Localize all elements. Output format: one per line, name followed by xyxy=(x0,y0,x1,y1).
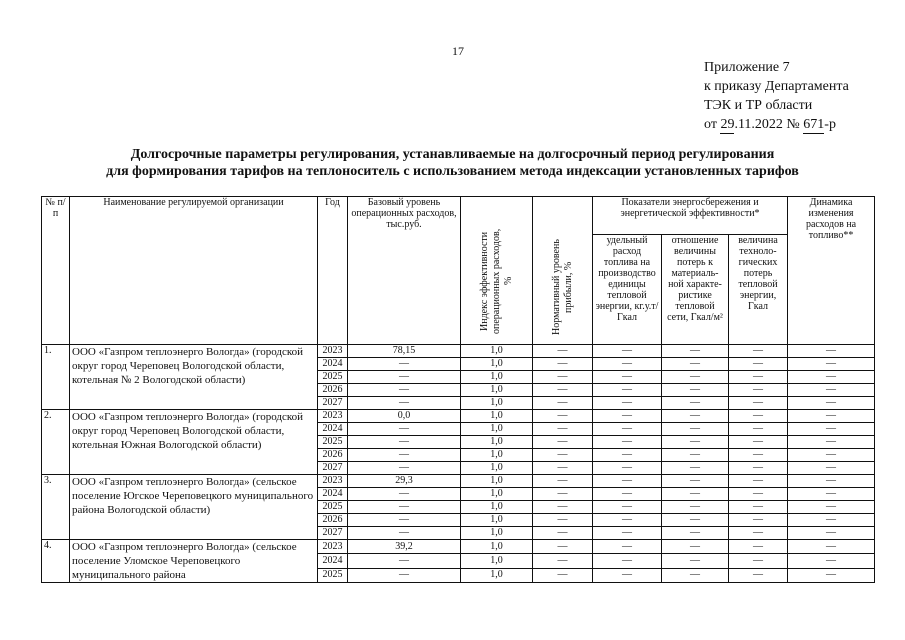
cell-loss-ratio: — xyxy=(662,488,729,501)
cell-organization: ООО «Газпром теплоэнерго Вологда» (сельское поселение Югское Череповецкого муниципального района Вологодской области) xyxy=(70,475,318,540)
cell-year: 2026 xyxy=(318,514,348,527)
order-prefix: от xyxy=(704,117,717,132)
header-efficiency-index-text: Индекс эффективности операционных расходов, % xyxy=(478,228,514,334)
cell-organization: ООО «Газпром теплоэнерго Вологда» (сельское поселение Уломское Череповецкого муниципального района xyxy=(70,540,318,583)
cell-fuel-dynamics: — xyxy=(788,436,875,449)
cell-efficiency-index: 1,0 xyxy=(461,462,533,475)
header-profit-level-text: Нормативный уровень прибыли, % xyxy=(550,239,574,335)
cell-base-level: — xyxy=(348,423,461,436)
cell-tech-losses: — xyxy=(729,345,788,358)
cell-tech-losses: — xyxy=(729,449,788,462)
header-tech-losses: величина техноло-гических потерь тепловой энергии, Гкал xyxy=(729,235,788,345)
cell-profit-level: — xyxy=(533,384,593,397)
cell-efficiency-index: 1,0 xyxy=(461,423,533,436)
cell-base-level: — xyxy=(348,554,461,568)
cell-fuel-consumption: — xyxy=(593,345,662,358)
cell-fuel-dynamics: — xyxy=(788,423,875,436)
table-row xyxy=(42,540,875,554)
cell-profit-level: — xyxy=(533,371,593,384)
cell-tech-losses: — xyxy=(729,384,788,397)
cell-loss-ratio: — xyxy=(662,410,729,423)
header-energy-indicators: Показатели энергосбережения и энергетической эффективности* xyxy=(593,197,788,235)
cell-base-level: — xyxy=(348,358,461,371)
cell-fuel-consumption: — xyxy=(593,371,662,384)
cell-tech-losses: — xyxy=(729,371,788,384)
cell-efficiency-index: 1,0 xyxy=(461,501,533,514)
cell-year: 2024 xyxy=(318,358,348,371)
cell-fuel-consumption: — xyxy=(593,527,662,540)
cell-fuel-consumption: — xyxy=(593,475,662,488)
cell-loss-ratio: — xyxy=(662,540,729,554)
cell-fuel-dynamics: — xyxy=(788,358,875,371)
cell-tech-losses: — xyxy=(729,554,788,568)
cell-profit-level: — xyxy=(533,475,593,488)
cell-base-level: — xyxy=(348,568,461,582)
header-fuel-consumption: удельный расход топлива на производство единицы тепловой энергии, кг.у.т/Гкал xyxy=(593,235,662,345)
table-row xyxy=(42,345,875,358)
cell-tech-losses: — xyxy=(729,568,788,582)
cell-base-level: — xyxy=(348,527,461,540)
cell-base-level: — xyxy=(348,436,461,449)
cell-fuel-consumption: — xyxy=(593,488,662,501)
cell-fuel-dynamics: — xyxy=(788,540,875,554)
cell-row-number: 1. xyxy=(42,345,70,410)
header-num: № п/п xyxy=(42,197,70,345)
cell-tech-losses: — xyxy=(729,462,788,475)
cell-year: 2023 xyxy=(318,345,348,358)
header-base-level: Базовый уровень операционных расходов, тыс.руб. xyxy=(348,197,461,345)
cell-efficiency-index: 1,0 xyxy=(461,410,533,423)
header-efficiency-index xyxy=(461,197,533,345)
cell-efficiency-index: 1,0 xyxy=(461,568,533,582)
order-suffix: -р xyxy=(824,117,836,132)
cell-base-level: 78,15 xyxy=(348,345,461,358)
cell-fuel-dynamics: — xyxy=(788,527,875,540)
cell-year: 2026 xyxy=(318,449,348,462)
cell-efficiency-index: 1,0 xyxy=(461,527,533,540)
cell-loss-ratio: — xyxy=(662,554,729,568)
cell-loss-ratio: — xyxy=(662,462,729,475)
cell-fuel-dynamics: — xyxy=(788,488,875,501)
cell-fuel-consumption: — xyxy=(593,568,662,582)
cell-base-level: — xyxy=(348,384,461,397)
cell-efficiency-index: 1,0 xyxy=(461,436,533,449)
cell-profit-level: — xyxy=(533,436,593,449)
appendix-line-3: ТЭК и ТР области xyxy=(704,98,813,113)
cell-tech-losses: — xyxy=(729,397,788,410)
cell-efficiency-index: 1,0 xyxy=(461,475,533,488)
cell-base-level: 0,0 xyxy=(348,410,461,423)
cell-base-level: — xyxy=(348,462,461,475)
cell-loss-ratio: — xyxy=(662,423,729,436)
cell-fuel-dynamics: — xyxy=(788,554,875,568)
cell-row-number: 2. xyxy=(42,410,70,475)
cell-loss-ratio: — xyxy=(662,514,729,527)
cell-profit-level: — xyxy=(533,397,593,410)
cell-year: 2027 xyxy=(318,527,348,540)
cell-profit-level: — xyxy=(533,514,593,527)
cell-tech-losses: — xyxy=(729,475,788,488)
cell-year: 2024 xyxy=(318,554,348,568)
cell-tech-losses: — xyxy=(729,514,788,527)
table-header xyxy=(42,197,875,345)
cell-year: 2026 xyxy=(318,384,348,397)
cell-efficiency-index: 1,0 xyxy=(461,554,533,568)
cell-profit-level: — xyxy=(533,358,593,371)
order-month-year: .11.2022 № xyxy=(734,117,800,132)
cell-efficiency-index: 1,0 xyxy=(461,358,533,371)
cell-tech-losses: — xyxy=(729,423,788,436)
cell-base-level: — xyxy=(348,371,461,384)
cell-tech-losses: — xyxy=(729,501,788,514)
cell-year: 2023 xyxy=(318,475,348,488)
cell-fuel-dynamics: — xyxy=(788,397,875,410)
cell-base-level: 29,3 xyxy=(348,475,461,488)
page-number: 17 xyxy=(452,44,464,58)
cell-tech-losses: — xyxy=(729,410,788,423)
cell-fuel-dynamics: — xyxy=(788,568,875,582)
cell-fuel-consumption: — xyxy=(593,540,662,554)
cell-fuel-consumption: — xyxy=(593,554,662,568)
cell-tech-losses: — xyxy=(729,527,788,540)
appendix-block xyxy=(704,58,849,134)
cell-profit-level: — xyxy=(533,488,593,501)
cell-fuel-consumption: — xyxy=(593,462,662,475)
cell-fuel-dynamics: — xyxy=(788,501,875,514)
cell-profit-level: — xyxy=(533,540,593,554)
document-title xyxy=(0,146,905,180)
cell-loss-ratio: — xyxy=(662,384,729,397)
cell-year: 2025 xyxy=(318,436,348,449)
appendix-line-2: к приказу Департамента xyxy=(704,79,849,94)
cell-profit-level: — xyxy=(533,345,593,358)
cell-year: 2024 xyxy=(318,423,348,436)
table-row xyxy=(42,475,875,488)
cell-loss-ratio: — xyxy=(662,436,729,449)
cell-row-number: 4. xyxy=(42,540,70,583)
cell-loss-ratio: — xyxy=(662,568,729,582)
cell-fuel-dynamics: — xyxy=(788,462,875,475)
cell-year: 2027 xyxy=(318,397,348,410)
cell-loss-ratio: — xyxy=(662,475,729,488)
cell-loss-ratio: — xyxy=(662,527,729,540)
cell-efficiency-index: 1,0 xyxy=(461,540,533,554)
cell-profit-level: — xyxy=(533,449,593,462)
cell-base-level: — xyxy=(348,501,461,514)
cell-organization: ООО «Газпром теплоэнерго Вологда» (городской округ город Череповец Вологодской области, котельная № 2 Вологодской области) xyxy=(70,345,318,410)
table-row xyxy=(42,410,875,423)
cell-fuel-dynamics: — xyxy=(788,475,875,488)
cell-profit-level: — xyxy=(533,527,593,540)
cell-year: 2025 xyxy=(318,371,348,384)
header-loss-ratio: отношение величины потерь к материаль-ной характе-ристике тепловой сети, Гкал/м² xyxy=(662,235,729,345)
title-line-1: Долгосрочные параметры регулирования, устанавливаемые на долгосрочный период регулирования xyxy=(130,147,775,162)
cell-loss-ratio: — xyxy=(662,345,729,358)
cell-profit-level: — xyxy=(533,410,593,423)
cell-profit-level: — xyxy=(533,501,593,514)
cell-loss-ratio: — xyxy=(662,501,729,514)
cell-fuel-consumption: — xyxy=(593,384,662,397)
cell-fuel-consumption: — xyxy=(593,358,662,371)
cell-fuel-consumption: — xyxy=(593,501,662,514)
parameters-table xyxy=(41,196,875,583)
cell-base-level: — xyxy=(348,488,461,501)
cell-profit-level: — xyxy=(533,423,593,436)
cell-loss-ratio: — xyxy=(662,371,729,384)
cell-year: 2024 xyxy=(318,488,348,501)
cell-fuel-dynamics: — xyxy=(788,384,875,397)
cell-fuel-consumption: — xyxy=(593,449,662,462)
cell-profit-level: — xyxy=(533,568,593,582)
header-org: Наименование регулируемой организации xyxy=(70,197,318,345)
cell-year: 2027 xyxy=(318,462,348,475)
cell-efficiency-index: 1,0 xyxy=(461,397,533,410)
header-fuel-dynamics: Динамика изменения расходов на топливо** xyxy=(788,197,875,345)
cell-row-number: 3. xyxy=(42,475,70,540)
cell-efficiency-index: 1,0 xyxy=(461,345,533,358)
cell-tech-losses: — xyxy=(729,488,788,501)
cell-efficiency-index: 1,0 xyxy=(461,384,533,397)
title-line-2: для формирования тарифов на теплоноситель с использованием метода индексации установленных тарифов xyxy=(106,164,799,179)
order-number: 671 xyxy=(803,117,825,132)
cell-year: 2025 xyxy=(318,501,348,514)
cell-fuel-consumption: — xyxy=(593,436,662,449)
cell-efficiency-index: 1,0 xyxy=(461,449,533,462)
cell-base-level: — xyxy=(348,397,461,410)
cell-profit-level: — xyxy=(533,462,593,475)
cell-fuel-dynamics: — xyxy=(788,410,875,423)
cell-fuel-consumption: — xyxy=(593,514,662,527)
appendix-line-1: Приложение 7 xyxy=(704,60,790,75)
cell-base-level: 39,2 xyxy=(348,540,461,554)
cell-organization: ООО «Газпром теплоэнерго Вологда» (городской округ город Череповец Вологодской области, котельная Южная Вологодской области) xyxy=(70,410,318,475)
header-year: Год xyxy=(318,197,348,345)
cell-fuel-dynamics: — xyxy=(788,449,875,462)
cell-fuel-dynamics: — xyxy=(788,514,875,527)
cell-year: 2023 xyxy=(318,540,348,554)
cell-base-level: — xyxy=(348,449,461,462)
cell-loss-ratio: — xyxy=(662,358,729,371)
cell-fuel-dynamics: — xyxy=(788,371,875,384)
cell-fuel-consumption: — xyxy=(593,410,662,423)
cell-tech-losses: — xyxy=(729,540,788,554)
cell-fuel-dynamics: — xyxy=(788,345,875,358)
cell-year: 2025 xyxy=(318,568,348,582)
appendix-order-line xyxy=(704,115,849,134)
cell-tech-losses: — xyxy=(729,436,788,449)
cell-fuel-consumption: — xyxy=(593,397,662,410)
table-body xyxy=(42,345,875,583)
cell-efficiency-index: 1,0 xyxy=(461,514,533,527)
cell-loss-ratio: — xyxy=(662,397,729,410)
header-profit-level xyxy=(533,197,593,345)
cell-efficiency-index: 1,0 xyxy=(461,488,533,501)
cell-efficiency-index: 1,0 xyxy=(461,371,533,384)
cell-profit-level: — xyxy=(533,554,593,568)
order-day: 29 xyxy=(720,117,735,132)
cell-year: 2023 xyxy=(318,410,348,423)
cell-loss-ratio: — xyxy=(662,449,729,462)
cell-base-level: — xyxy=(348,514,461,527)
cell-tech-losses: — xyxy=(729,358,788,371)
cell-fuel-consumption: — xyxy=(593,423,662,436)
